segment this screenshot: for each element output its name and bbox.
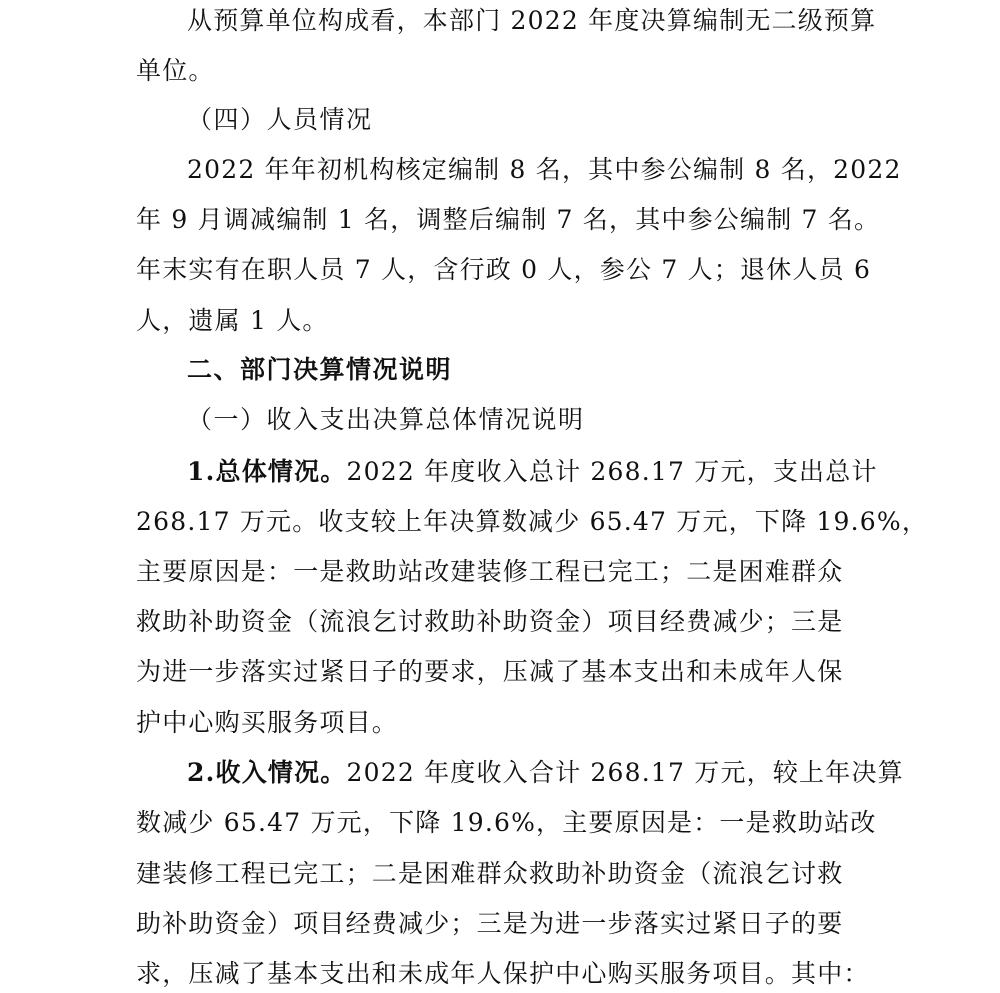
- paragraph-line: [187, 756, 904, 790]
- paragraph-line: 为进一步落实过紧日子的要求，压减了基本支出和未成年人保: [136, 657, 844, 686]
- section-heading: （一）收入支出决算总体情况说明: [187, 405, 585, 434]
- paragraph-line: 单位。: [136, 56, 215, 85]
- chapter-heading: 二、部门决算情况说明: [187, 355, 453, 384]
- paragraph-lead: 2.收入情况。: [187, 758, 347, 787]
- paragraph-text: 2022 年度收入总计 268.17 万元，支出总计: [346, 457, 878, 486]
- paragraph-text: 2022 年度收入合计 268.17 万元，较上年决算: [346, 758, 904, 787]
- paragraph-line: 护中心购买服务项目。: [136, 708, 399, 737]
- paragraph-line: 数减少 65.47 万元，下降 19.6%，主要原因是：一是救助站改: [136, 808, 877, 837]
- paragraph-line: 求，压减了基本支出和未成年人保护中心购买服务项目。其中：: [136, 959, 870, 988]
- paragraph-line: 268.17 万元。收支较上年决算数减少 65.47 万元，下降 19.6%，: [136, 507, 929, 536]
- paragraph-line: 救助补助资金（流浪乞讨救助补助资金）项目经费减少；三是: [136, 607, 844, 636]
- paragraph-line: 助补助资金）项目经费减少；三是为进一步落实过紧日子的要: [136, 909, 844, 938]
- paragraph-line: 从预算单位构成看，本部门 2022 年度决算编制无二级预算: [187, 6, 877, 35]
- paragraph-line: 2022 年年初机构核定编制 8 名，其中参公编制 8 名，2022: [187, 155, 902, 184]
- paragraph-lead: 1.总体情况。: [187, 457, 347, 486]
- paragraph-line: [187, 455, 878, 489]
- section-heading: （四）人员情况: [187, 105, 373, 134]
- paragraph-line: 建装修工程已完工；二是困难群众救助补助资金（流浪乞讨救: [136, 859, 844, 888]
- paragraph-line: 主要原因是：一是救助站改建装修工程已完工；二是困难群众: [136, 557, 844, 586]
- paragraph-line: 年 9 月调减编制 1 名，调整后编制 7 名，其中参公编制 7 名。: [136, 205, 881, 234]
- paragraph-line: 年末实有在职人员 7 人，含行政 0 人，参公 7 人；退休人员 6: [136, 255, 872, 284]
- paragraph-line: 人，遗属 1 人。: [136, 306, 329, 335]
